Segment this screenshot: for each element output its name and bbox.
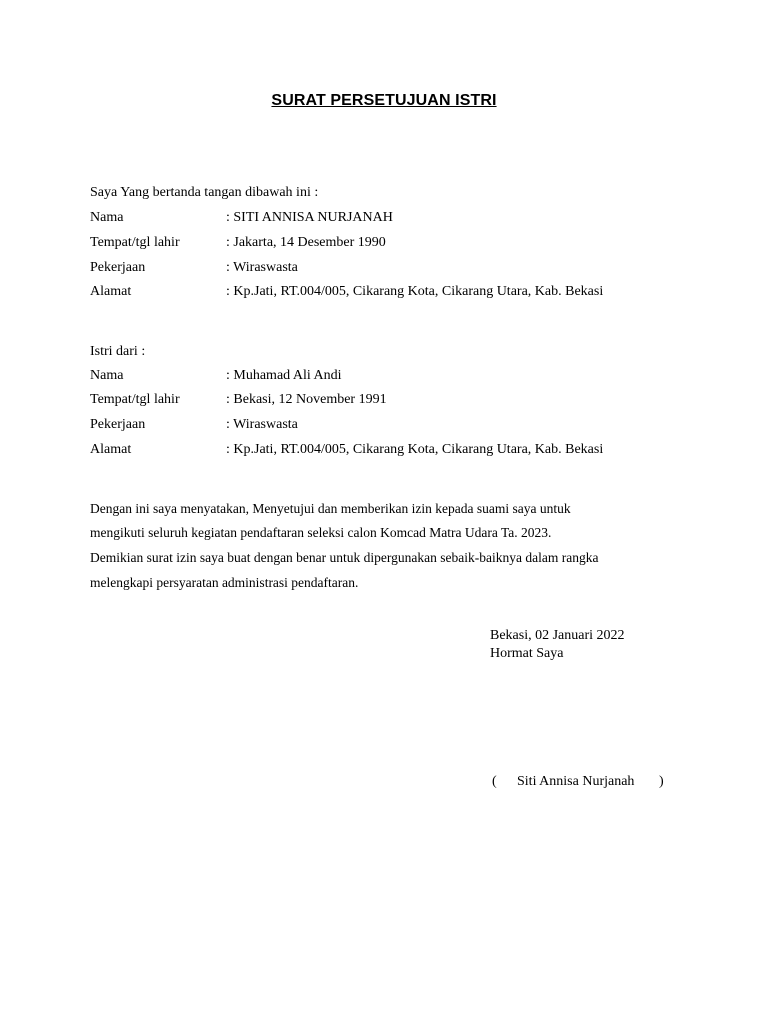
signature-line [492, 773, 670, 791]
intro-text: Saya Yang bertanda tangan dibawah ini : [90, 185, 319, 200]
spouse-pekerjaan-value: : Wiraswasta [226, 417, 298, 432]
body-line: Demikian surat izin saya buat dengan benar untuk dipergunakan sebaik-baiknya dalam rangka [90, 550, 599, 565]
signer-ttl-value: : Jakarta, 14 Desember 1990 [226, 235, 386, 250]
signature-name: Siti Annisa Nurjanah [517, 774, 635, 789]
signer-nama-label: Nama [90, 210, 124, 225]
spouse-ttl-value: : Bekasi, 12 November 1991 [226, 392, 387, 407]
letter-title: SURAT PERSETUJUAN ISTRI [271, 92, 497, 109]
signer-nama-value: : SITI ANNISA NURJANAH [226, 210, 393, 225]
signer-alamat-label: Alamat [90, 284, 132, 299]
spouse-nama-label: Nama [90, 368, 124, 383]
body-line: mengikuti seluruh kegiatan pendaftaran seleksi calon Komcad Matra Udara Ta. 2023. [90, 525, 552, 540]
spouse-ttl-label: Tempat/tgl lahir [90, 392, 180, 407]
spouse-pekerjaan-label: Pekerjaan [90, 417, 146, 432]
body-line: Dengan ini saya menyatakan, Menyetujui dan memberikan izin kepada suami saya untuk [90, 501, 571, 516]
closing-text: Hormat Saya [490, 646, 564, 661]
spouse-alamat-value: : Kp.Jati, RT.004/005, Cikarang Kota, Cikarang Utara, Kab. Bekasi [226, 442, 604, 457]
signer-alamat-value: : Kp.Jati, RT.004/005, Cikarang Kota, Cikarang Utara, Kab. Bekasi [226, 284, 604, 299]
spouse-nama-value: : Muhamad Ali Andi [226, 368, 342, 383]
signature-paren-close: ) [659, 774, 664, 789]
body-line: melengkapi persyaratan administrasi pendaftaran. [90, 575, 359, 590]
signature-paren-open: ( [492, 774, 497, 789]
signer-pekerjaan-value: : Wiraswasta [226, 260, 298, 275]
signer-pekerjaan-label: Pekerjaan [90, 260, 146, 275]
place-date: Bekasi, 02 Januari 2022 [490, 628, 625, 643]
spouse-alamat-label: Alamat [90, 442, 132, 457]
spouse-intro-text: Istri dari : [90, 344, 146, 359]
signer-ttl-label: Tempat/tgl lahir [90, 235, 180, 250]
